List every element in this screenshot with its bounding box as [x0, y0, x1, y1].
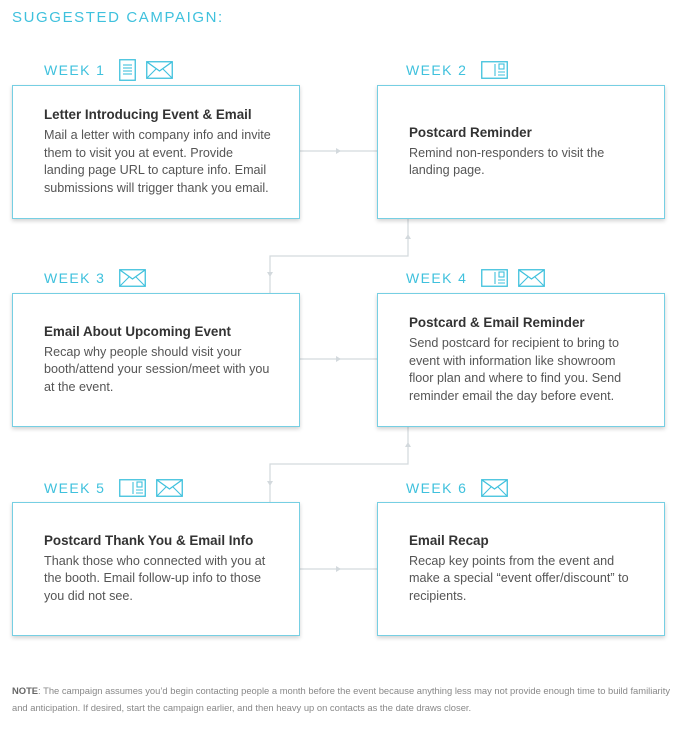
- card-body: Send postcard for recipient to bring to event with information like showroom floor plan and where to find you. Send reminder email the day before event.: [409, 336, 622, 403]
- week-5-label: [44, 474, 193, 502]
- week-2-label: [406, 56, 518, 84]
- arrowhead: [336, 356, 341, 362]
- page-title: SUGGESTED CAMPAIGN:: [12, 9, 224, 26]
- card-title: Letter Introducing Event & Email: [44, 107, 252, 122]
- card-body: Mail a letter with company info and invite them to visit you at event. Provide landing page URL to capture info. Email submissions will trigger thank you email.: [44, 128, 271, 195]
- week-label-text: WEEK 2: [406, 62, 468, 78]
- week-label-text: WEEK 4: [406, 270, 468, 286]
- arrowhead: [267, 272, 273, 277]
- week-label-text: WEEK 3: [44, 270, 106, 286]
- card-title: Email About Upcoming Event: [44, 323, 231, 339]
- week-3-card: [12, 293, 300, 427]
- arrowhead: [336, 148, 341, 154]
- week-2-card: [377, 85, 665, 219]
- note-text: : The campaign assumes you’d begin contacting people a month before the event because anything less may not provide enough time to build familiarity and anticipation. If desired, start the campaign earlier, and then heavy up on contacts as the date draws closer.: [12, 685, 671, 713]
- arrowhead: [405, 442, 411, 447]
- week-label-text: WEEK 5: [44, 480, 106, 496]
- week-6-card: [377, 502, 665, 636]
- card-title: Postcard Reminder: [409, 124, 532, 140]
- arrowhead: [336, 566, 341, 572]
- arrowhead: [405, 234, 411, 239]
- card-body: Recap why people should visit your booth/attend your session/meet with you at the event.: [44, 344, 270, 394]
- envelope-icon: [518, 269, 545, 287]
- connector-week4-week5: [270, 427, 408, 503]
- footnote: [12, 683, 672, 716]
- connector-week2-week3: [270, 218, 408, 294]
- letter-icon: [119, 59, 136, 81]
- postcard-icon: [119, 479, 146, 497]
- card-body: Thank those who connected with you at the booth. Email follow-up info to those you did not see.: [44, 553, 266, 603]
- week-6-label: [406, 474, 518, 502]
- week-1-card: [12, 85, 300, 219]
- envelope-icon: [156, 479, 183, 497]
- week-4-card: [377, 293, 665, 427]
- envelope-icon: [481, 479, 508, 497]
- card-body: Recap key points from the event and make a special “event offer/discount” to recipients.: [409, 553, 629, 603]
- card-title: Email Recap: [409, 532, 489, 548]
- envelope-icon: [119, 269, 146, 287]
- arrowhead: [267, 481, 273, 486]
- postcard-icon: [481, 269, 508, 287]
- card-body: Remind non-responders to visit the landing page.: [409, 145, 605, 177]
- note-label: NOTE: [12, 685, 39, 696]
- card-title: Postcard Thank You & Email Info: [44, 532, 254, 548]
- card-title: Postcard & Email Reminder: [409, 315, 585, 330]
- postcard-icon: [481, 61, 508, 79]
- envelope-icon: [146, 61, 173, 79]
- week-label-text: WEEK 1: [44, 62, 106, 78]
- week-3-label: [44, 264, 156, 292]
- week-label-text: WEEK 6: [406, 480, 468, 496]
- week-5-card: [12, 502, 300, 636]
- week-4-label: [406, 264, 555, 292]
- week-1-label: [44, 56, 183, 84]
